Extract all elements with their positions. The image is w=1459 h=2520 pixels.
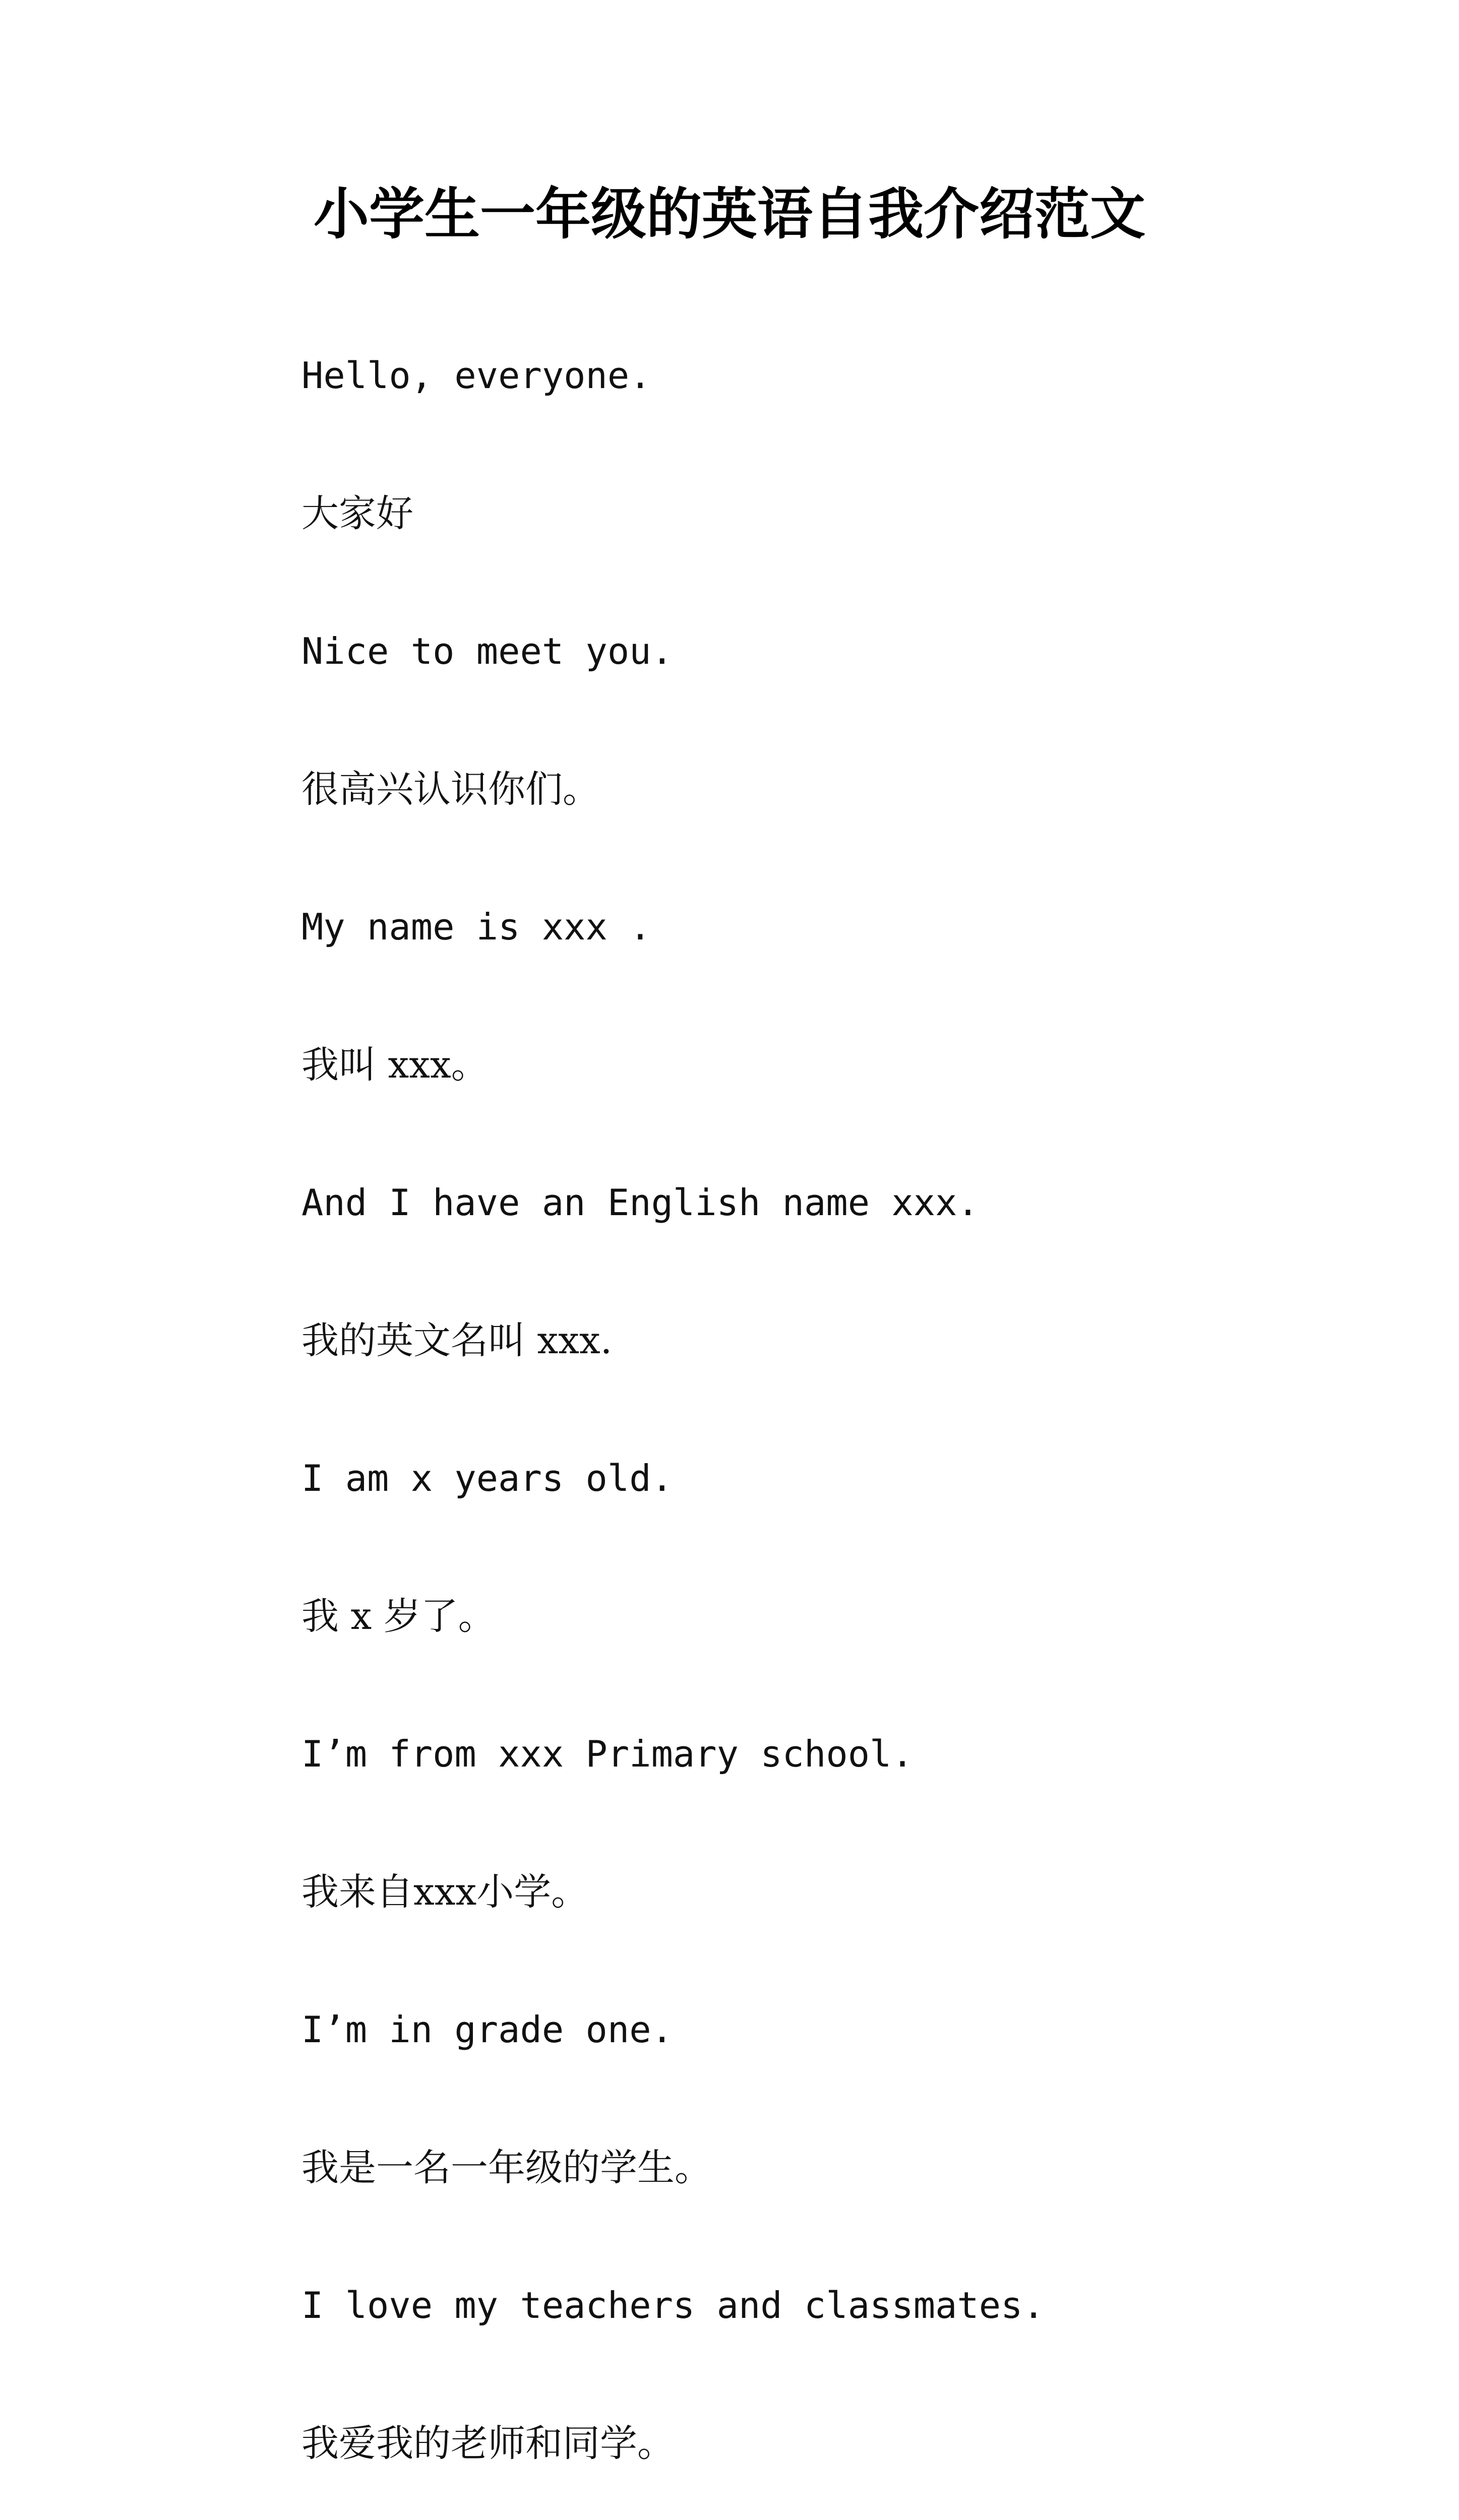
text-line-en: I am x years old. <box>301 1445 1360 1584</box>
text-line-en: Nice to meet you. <box>301 618 1360 757</box>
text-line-zh: 我来自xxx小学。 <box>301 1859 1360 1997</box>
document-body <box>301 343 1360 2520</box>
text-line-en: I’m in grade one. <box>301 1997 1360 2135</box>
text-line-en: My name is xxx . <box>301 894 1360 1032</box>
text-line-en: Hello, everyone. <box>301 343 1360 481</box>
text-line-zh: 我是一名一年级的学生。 <box>301 2135 1360 2273</box>
text-line-zh: 大家好 <box>301 481 1360 619</box>
text-line-zh: 我 x 岁了。 <box>301 1584 1360 1722</box>
text-line-en: I’m from xxx Primary school. <box>301 1721 1360 1859</box>
text-line-zh: 我的英文名叫 xxx. <box>301 1308 1360 1446</box>
text-line-en: I love my teachers and classmates. <box>301 2273 1360 2411</box>
text-line-zh: 我叫 xxx。 <box>301 1032 1360 1170</box>
document-title: 小学生一年级的英语自我介绍范文 <box>0 179 1459 249</box>
text-line-en: And I have an English name xxx. <box>301 1170 1360 1308</box>
text-line-zh: 很高兴认识你们。 <box>301 757 1360 895</box>
text-line-zh: 我爱我的老师和同学。 <box>301 2411 1360 2520</box>
